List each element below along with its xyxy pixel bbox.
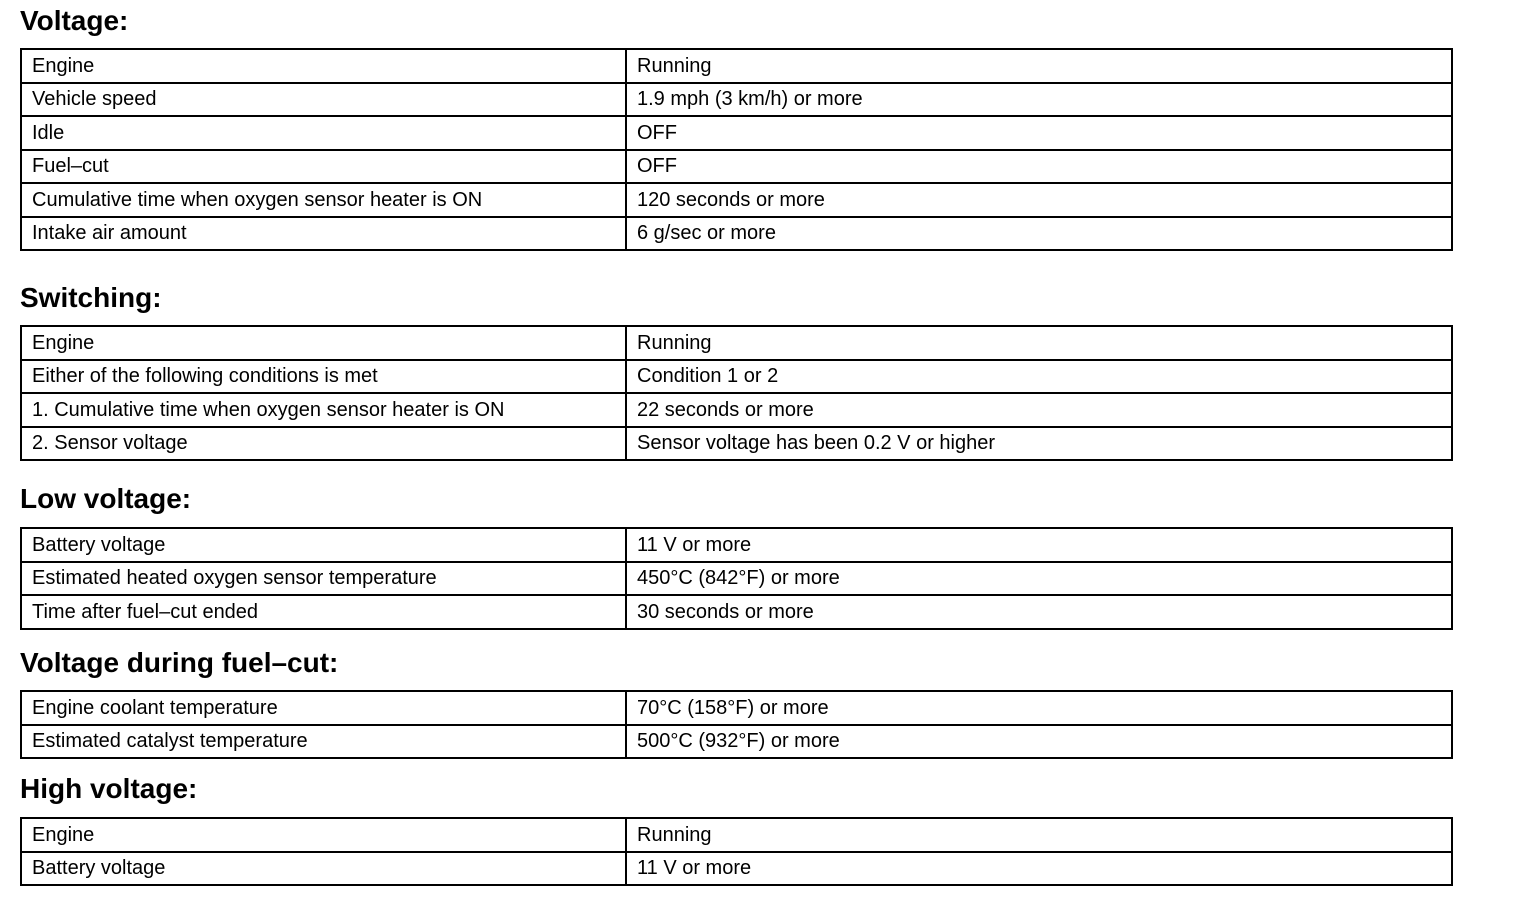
table-row [21, 116, 1452, 150]
table-row [21, 326, 1452, 360]
item-cell: Battery voltage [21, 528, 626, 562]
table-voltage-during-fuel-cut [20, 690, 1453, 759]
table-voltage [20, 48, 1453, 251]
item-cell: 2. Sensor voltage [21, 427, 626, 461]
section-title-voltage-during-fuel-cut: Voltage during fuel–cut: [20, 647, 339, 678]
table-row [21, 818, 1452, 852]
table-row [21, 595, 1452, 629]
condition-cell: Condition 1 or 2 [626, 360, 1452, 394]
condition-cell: 500°C (932°F) or more [626, 725, 1452, 759]
condition-cell: 450°C (842°F) or more [626, 562, 1452, 596]
table-row [21, 691, 1452, 725]
condition-cell: 30 seconds or more [626, 595, 1452, 629]
section-title-voltage: Voltage: [20, 5, 129, 36]
section-title-switching: Switching: [20, 282, 162, 313]
condition-cell: Sensor voltage has been 0.2 V or higher [626, 427, 1452, 461]
condition-cell: 120 seconds or more [626, 183, 1452, 217]
item-cell: Idle [21, 116, 626, 150]
table-row [21, 725, 1452, 759]
table-switching [20, 325, 1453, 461]
table-row [21, 49, 1452, 83]
table-row [21, 427, 1452, 461]
table-row [21, 360, 1452, 394]
item-cell: Cumulative time when oxygen sensor heater is ON [21, 183, 626, 217]
condition-cell: 1.9 mph (3 km/h) or more [626, 83, 1452, 117]
condition-cell: OFF [626, 150, 1452, 184]
section-title-high-voltage: High voltage: [20, 773, 198, 804]
table-high-voltage [20, 817, 1453, 886]
condition-cell: OFF [626, 116, 1452, 150]
condition-cell: 22 seconds or more [626, 393, 1452, 427]
item-cell: Engine coolant temperature [21, 691, 626, 725]
condition-cell: Running [626, 49, 1452, 83]
condition-cell: 6 g/sec or more [626, 217, 1452, 251]
item-cell: 1. Cumulative time when oxygen sensor heater is ON [21, 393, 626, 427]
table-row [21, 393, 1452, 427]
table-row [21, 562, 1452, 596]
item-cell: Engine [21, 49, 626, 83]
table-row [21, 217, 1452, 251]
item-cell: Time after fuel–cut ended [21, 595, 626, 629]
condition-cell: Running [626, 326, 1452, 360]
condition-cell: 11 V or more [626, 528, 1452, 562]
table-row [21, 83, 1452, 117]
condition-cell: 11 V or more [626, 852, 1452, 886]
item-cell: Estimated heated oxygen sensor temperature [21, 562, 626, 596]
item-cell: Engine [21, 326, 626, 360]
item-cell: Battery voltage [21, 852, 626, 886]
condition-cell: Running [626, 818, 1452, 852]
condition-cell: 70°C (158°F) or more [626, 691, 1452, 725]
table-low-voltage [20, 527, 1453, 630]
item-cell: Estimated catalyst temperature [21, 725, 626, 759]
table-row [21, 852, 1452, 886]
item-cell: Vehicle speed [21, 83, 626, 117]
item-cell: Either of the following conditions is met [21, 360, 626, 394]
section-title-low-voltage: Low voltage: [20, 483, 192, 514]
table-row [21, 528, 1452, 562]
item-cell: Engine [21, 818, 626, 852]
item-cell: Intake air amount [21, 217, 626, 251]
table-row [21, 183, 1452, 217]
item-cell: Fuel–cut [21, 150, 626, 184]
table-row [21, 150, 1452, 184]
